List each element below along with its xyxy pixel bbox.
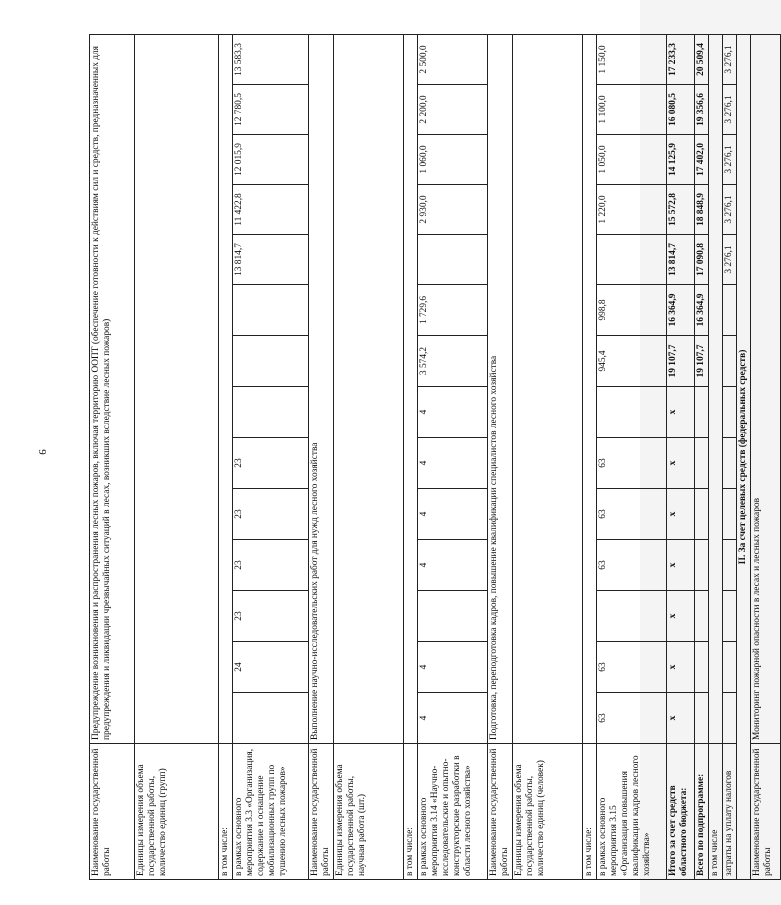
value-cell: 24 [233,642,309,693]
table-row [709,34,723,879]
value-cell: 12 780,5 [233,85,309,135]
value-cell: 3 276,1 [723,235,737,285]
value-cell: 17 402,0 [695,135,709,185]
value-cell: 17 090,8 [695,235,709,285]
table-row [723,34,737,879]
value-cell [233,693,309,744]
table-row [667,34,695,879]
value-cell [723,642,737,693]
value-cell: 2 930,0 [418,185,488,235]
row-label: Единицы измерения объема государственной работы, количество единиц (групп) [135,744,219,880]
value-cell [695,438,709,489]
table-row [404,34,418,879]
row-label: Наименование государственной работы [488,744,513,880]
value-cell [233,336,309,387]
value-cell [695,591,709,642]
value-cell: 63 [597,693,667,744]
value-cell: 3 574,2 [418,336,488,387]
value-cell: 1 050,0 [597,135,667,185]
table-row [90,34,135,879]
value-cell: 11 422,8 [233,185,309,235]
value-cell [418,591,488,642]
row-label: в том числе: [219,744,233,880]
table-row [583,34,597,879]
row-label: Наименование государственной работы [90,744,135,880]
value-cell: x [667,642,695,693]
value-cell: 16 364,9 [667,285,695,336]
empty-cell [709,34,723,743]
section-title: Мониторинг пожарной опасности в лесах и лесных пожаров [751,34,781,743]
row-label: в рамках основного мероприятия 3.15 «Организация повышения квалификации кадров лесного хозяйства» [597,744,667,880]
value-cell: 2 200,0 [418,85,488,135]
value-cell: 18 848,9 [695,185,709,235]
value-cell: x [667,693,695,744]
value-cell: 63 [597,489,667,540]
value-cell: 16 080,5 [667,85,695,135]
row-label: в рамках основного мероприятия 3.14 «Научно-исследовательские и опытно-конструкторские разработки в области лесного хозяйства» [418,744,488,880]
row-label: Итого за счет средств областного бюджета: [667,744,695,880]
row-label: Единицы измерения объема государственной работы, научная работа (шт.) [334,744,404,880]
rotated-table-wrapper [89,35,773,880]
value-cell: 1 729,6 [418,285,488,336]
section-heading: II. За счет целевых средств (федеральных средств) [737,34,751,879]
value-cell [695,387,709,438]
value-cell: 23 [233,489,309,540]
value-cell: 1 100,0 [597,85,667,135]
row-label: затраты на уплату налогов [723,744,737,880]
value-cell: 63 [597,540,667,591]
value-cell [723,387,737,438]
value-cell: 2 500,0 [418,34,488,84]
value-cell: 13 814,7 [233,235,309,285]
value-cell [723,489,737,540]
value-cell: 1 220,0 [597,185,667,235]
value-cell [695,693,709,744]
value-cell: 945,4 [597,336,667,387]
value-cell: 15 572,8 [667,185,695,235]
value-cell: 23 [233,591,309,642]
empty-cell [583,34,597,743]
value-cell: 14 125,9 [667,135,695,185]
value-cell: 4 [418,642,488,693]
value-cell: 3 276,1 [723,85,737,135]
value-cell: 1 150,0 [597,34,667,84]
section-title: Выполнение научно-исследовательских работ для нужд лесного хозяйства [309,34,334,743]
table-row [233,34,309,879]
row-label: в том числе: [583,744,597,880]
value-cell: x [667,591,695,642]
value-cell [723,285,737,336]
row-label: Всего по подпрограмме: [695,744,709,880]
value-cell: x [667,387,695,438]
row-label: Наименование государственной работы [751,744,781,880]
value-cell [723,336,737,387]
value-cell [597,387,667,438]
value-cell: 19 107,7 [667,336,695,387]
value-cell: 63 [597,642,667,693]
value-cell [695,642,709,693]
value-cell: 3 276,1 [723,34,737,84]
table-row [334,34,404,879]
value-cell: 23 [233,540,309,591]
row-label: Единицы измерения объема государственной работы, количество единиц (человек) [513,744,583,880]
value-cell: 1 060,0 [418,135,488,185]
value-cell: 63 [597,438,667,489]
value-cell: 17 233,3 [667,34,695,84]
row-label: в рамках основного мероприятия 3.3 «Организация, содержание и оснащение мобилизационных групп по тушению лесных пожаров» [233,744,309,880]
value-cell: 23 [233,438,309,489]
value-cell [723,438,737,489]
value-cell [597,235,667,285]
value-cell: 998,8 [597,285,667,336]
empty-cell [334,34,404,743]
value-cell [723,693,737,744]
value-cell: x [667,540,695,591]
value-cell: 4 [418,693,488,744]
value-cell: 16 364,9 [695,285,709,336]
table-row [737,34,751,879]
value-cell: x [667,438,695,489]
table-row [488,34,513,879]
state-works-table [89,34,781,880]
value-cell: x [667,489,695,540]
value-cell: 3 276,1 [723,185,737,235]
value-cell [723,591,737,642]
value-cell: 3 276,1 [723,135,737,185]
section-title: Подготовка, переподготовка кадров, повышение квалификации специалистов лесного хозяйства [488,34,513,743]
value-cell [233,285,309,336]
value-cell: 4 [418,489,488,540]
row-label: в том числе [709,744,723,880]
section-title: Предупреждение возникновения и распространения лесных пожаров, включая территорию ООПТ (обеспечение готовности к действиям сил и средств, предназначенных для предупреждения и ликвидации чрезвычайных ситуаций в лесах, возникших вследствие лесных пожаров) [90,34,135,743]
empty-cell [219,34,233,743]
table-row [513,34,583,879]
table-row [597,34,667,879]
value-cell: 13 814,7 [667,235,695,285]
value-cell: 4 [418,387,488,438]
table-row [751,34,781,879]
value-cell [723,540,737,591]
value-cell: 13 583,3 [233,34,309,84]
table-row [418,34,488,879]
value-cell [695,489,709,540]
value-cell: 19 107,7 [695,336,709,387]
row-label: Наименование государственной работы [309,744,334,880]
table-row [135,34,219,879]
value-cell: 19 356,6 [695,85,709,135]
table-row [695,34,709,879]
empty-cell [513,34,583,743]
page-number: 9 [36,449,48,455]
value-cell [418,235,488,285]
value-cell: 12 015,9 [233,135,309,185]
value-cell: 4 [418,540,488,591]
table-row [219,34,233,879]
value-cell [695,540,709,591]
empty-cell [404,34,418,743]
empty-cell [135,34,219,743]
value-cell [597,591,667,642]
value-cell: 20 509,4 [695,34,709,84]
value-cell: 4 [418,438,488,489]
value-cell [233,387,309,438]
row-label: в том числе: [404,744,418,880]
table-row [309,34,334,879]
